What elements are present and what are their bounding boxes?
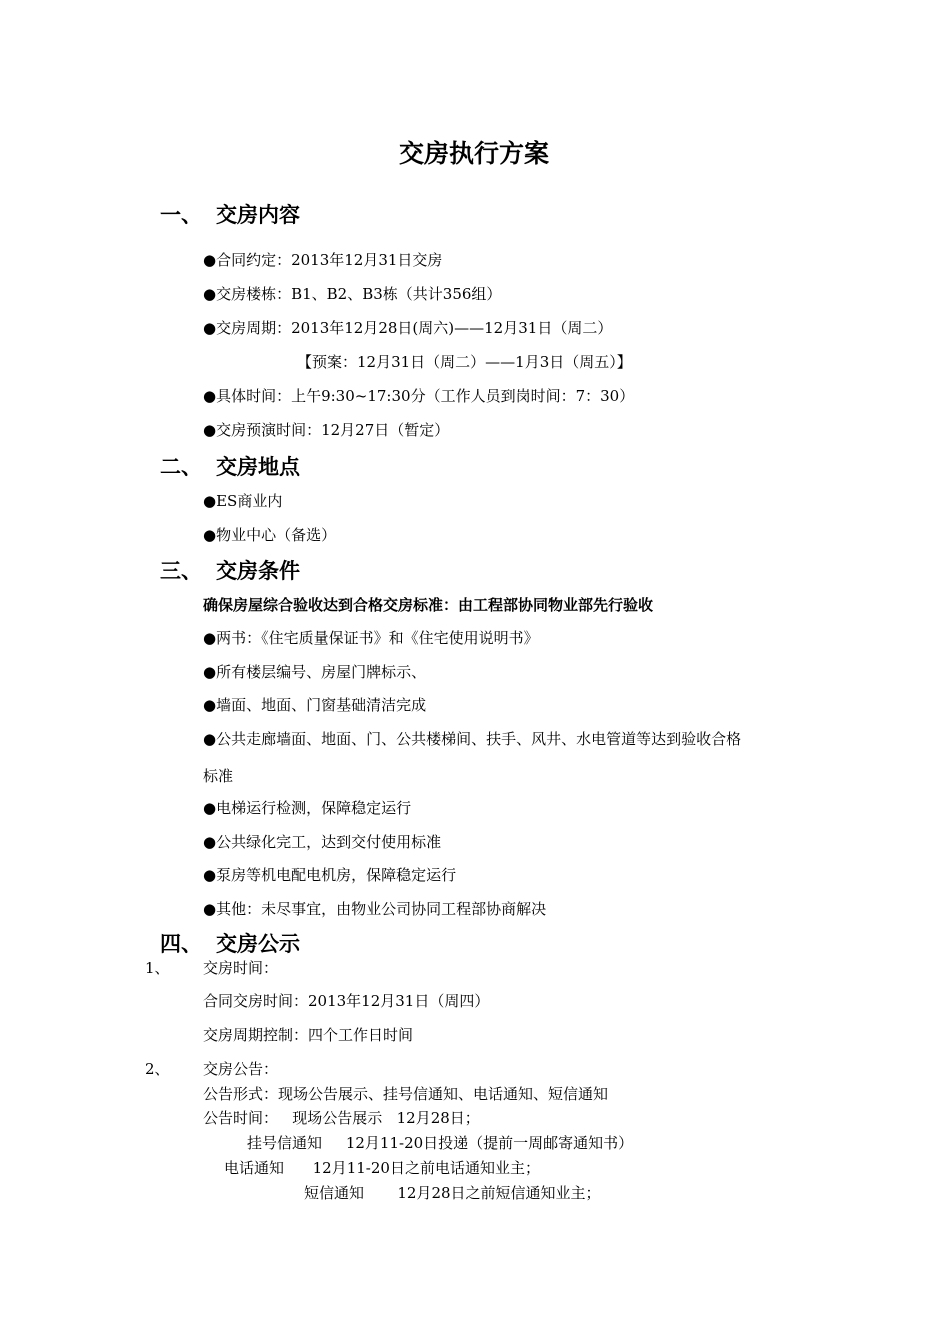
section-title: 交房公示: [216, 932, 300, 956]
section-title: 交房内容: [216, 203, 300, 227]
section-heading-2: [160, 451, 300, 481]
list-item: ●电梯运行检测，保障稳定运行: [203, 799, 412, 817]
list-item-continuation: 标准: [203, 767, 234, 785]
sub-line: 挂号信通知 12月11-20日投递（提前一周邮寄通知书）: [247, 1134, 634, 1152]
list-item: ●合同约定：2013年12月31日交房: [203, 251, 443, 269]
list-item: ●具体时间：上午9:30~17:30分（工作人员到岗时间：7：30）: [203, 387, 635, 405]
sub-line: 公告形式：现场公告展示、挂号信通知、电话通知、短信通知: [203, 1085, 609, 1103]
section-number: 一、: [160, 203, 202, 227]
list-item: ●交房周期：2013年12月28日(周六)——12月31日（周二）: [203, 319, 613, 337]
section-lead: 确保房屋综合验收达到合格交房标准：由工程部协同物业部先行验收: [203, 596, 654, 614]
sub-number: 2、: [145, 1060, 170, 1078]
page-title: 交房执行方案: [399, 139, 550, 168]
sub-line: 短信通知 12月28日之前短信通知业主；: [304, 1184, 601, 1202]
section-title: 交房地点: [216, 455, 300, 479]
section-number: 四、: [160, 932, 202, 956]
list-item: ●两书：《住宅质量保证书》和《住宅使用说明书》: [203, 629, 539, 647]
list-item: ●公共绿化完工，达到交付使用标准: [203, 833, 442, 851]
sub-label: 交房公告：: [203, 1060, 279, 1078]
section-number: 三、: [160, 559, 202, 583]
list-item: ●物业中心（备选）: [203, 526, 337, 544]
section-number: 二、: [160, 455, 202, 479]
list-item: ●交房预演时间：12月27日（暂定）: [203, 421, 450, 439]
sub-number: 1、: [145, 959, 170, 977]
list-item: ●所有楼层编号、房屋门牌标示、: [203, 663, 427, 681]
sub-line: 合同交房时间：2013年12月31日（周四）: [203, 992, 490, 1010]
sub-line: 公告时间： 现场公告展示 12月28日；: [203, 1109, 480, 1127]
list-item: ●交房楼栋：B1、B2、B3栋（共计356组）: [203, 285, 502, 303]
section-heading-4: [160, 928, 300, 958]
sub-line: 电话通知 12月11-20日之前电话通知业主；: [224, 1159, 540, 1177]
section-heading-1: [160, 199, 300, 229]
list-item: ●其他：未尽事宜，由物业公司协同工程部协商解决: [203, 900, 547, 918]
section-heading-3: [160, 555, 300, 585]
list-item: ●墙面、地面、门窗基础清洁完成: [203, 696, 427, 714]
contingency-note: 【预案：12月31日（周二）——1月3日（周五）】: [297, 353, 632, 371]
list-item: ●公共走廊墙面、地面、门、公共楼梯间、扶手、风井、水电管道等达到验收合格: [203, 730, 742, 748]
sub-line: 交房周期控制：四个工作日时间: [203, 1026, 414, 1044]
list-item: ●ES商业内: [203, 492, 283, 510]
section-title: 交房条件: [216, 559, 300, 583]
sub-label: 交房时间：: [203, 959, 279, 977]
list-item: ●泵房等机电配电机房，保障稳定运行: [203, 866, 457, 884]
